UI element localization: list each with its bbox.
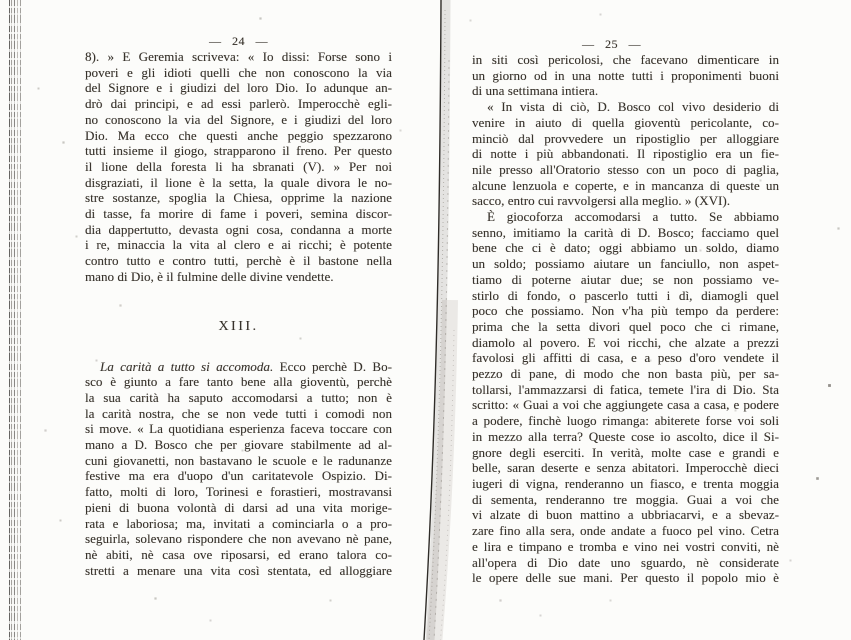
text-line: 8). » E Geremia scriveva: « Io dissi: Forse sono i [85, 49, 392, 64]
text-line: cuni giovanetti, non bastavano le scuole e le radunanze [85, 452, 392, 468]
text-line: mano a D. Bosco che per giovare stabilmente ad al- [85, 437, 392, 453]
text-line: stirlo di fondo, o pascerlo tutti i dì, diamogli quel [472, 287, 779, 303]
text-line: diamolo al povero. E voi ricchi, che alzate a prezzi [472, 334, 779, 350]
text-line: alcune lenzuola e coperte, e in mancanza di queste un [472, 177, 779, 193]
text-line: a podere, finchè luogo rimanga: abiterete forse voi soli [472, 413, 779, 429]
page-number: — 24 — [209, 34, 268, 48]
text-line: seguirla, solevano rispondere che non avevano nè pane, [85, 531, 392, 547]
page-gutter-shadow [400, 0, 480, 640]
text-line: « In vista di ciò, D. Bosco col vivo desiderio di [487, 99, 779, 115]
text-line: di sementa, renderanno tre moggia. Guai a voi che [472, 491, 779, 507]
text-line: di una settimana intiera. [472, 83, 599, 99]
text-line: la sua carità ha saputo accomodarsi a tutto; non è [85, 389, 392, 405]
text-line: i re, minaccia la vita al clero e ai ricchi; è potente [85, 237, 392, 253]
text-line: di tasse, fa morire di fame i poveri, semina discor- [85, 206, 392, 222]
text-line: fatto, molti di loro, Torinesi e forastieri, mostravansi [85, 484, 392, 500]
text-line: senno, imitiamo la carità di D. Bosco; facciamo quel [472, 224, 779, 240]
text-line: e lira e timpano e tromba e vino nei vostri conviti, nè [472, 538, 779, 554]
italic-lead-phrase: La carità a tutto si accomoda. [100, 358, 274, 374]
section-heading: XIII. [218, 318, 259, 334]
text-line: il lione della foresta li ha sbranati (V). » Per noi [85, 158, 392, 174]
text-line: un giorno od in una notte tutti i proponimenti buoni [472, 67, 779, 83]
lead-line-rest: Ecco perchè D. Bo- [273, 358, 393, 374]
text-line: sco è giunto a fare tanto bene alla gioventù, perchè [85, 374, 392, 390]
text-line: del Signore e i giudizi del loro Dio. Io adunque an- [85, 80, 392, 96]
text-line: nè abiti, nè casa ove riposarsi, ed erano talora co- [85, 546, 392, 562]
text-line: festive ma era d'uopo d'un caritatevole Ospizio. Di- [85, 468, 392, 484]
text-line: gnore degli eserciti. In verità, molte case e grandi e [472, 444, 779, 460]
text-line: pieni di buona volontà di darsi ad una vita morige- [85, 499, 392, 515]
text-line: stretti a menare una vita così stentata, ed alloggiare [85, 562, 392, 578]
paragraph-lead-line [85, 359, 392, 375]
page-25 [472, 38, 779, 586]
paragraph [472, 99, 779, 209]
text-line: mano di Dio, è il fulmine delle divine vendette. [85, 268, 334, 284]
text-line: nile presso all'Oratorio stesso con un poco di paglia, [472, 161, 779, 177]
text-line: contro tutto e contro tutti, perchè è il bastone nella [85, 253, 392, 269]
text-line: favolosi gli affitti di casa, e a peso d'oro vendete il [472, 350, 779, 366]
text-line: poco che possiamo. Non v'ha più tempo da perdere: [472, 303, 779, 319]
text-line: tutti insieme il giogo, strapparono il freno. Per questo [85, 143, 392, 159]
text-line: belle, saran deserte e senza abitatori. Imperocchè dieci [472, 460, 779, 476]
text-line: no conoscono la via del Signore, e i giudizi del loro [85, 111, 392, 127]
text-line: venire in aiuto di quella gioventù pericolante, co- [472, 114, 779, 130]
text-line: poveri e gli idioti quelli che non conoscono la via [85, 64, 392, 80]
text-line: sacco, entro cui ravvolgersi alla meglio. » (XVI). [472, 193, 731, 209]
text-line: si move. « La quotidiana esperienza faceva toccare con [85, 421, 392, 437]
text-line: la carità nostra, che se non vede tutti i comodi non [85, 405, 392, 421]
text-line: bene che ci è dato; oggi abbiamo un soldo, diamo [472, 240, 779, 256]
paragraph [472, 52, 779, 99]
paragraph [85, 359, 392, 579]
text-line: le opere delle sue mani. Per questo il popolo mio è [472, 570, 779, 586]
page-number: — 25 — [582, 37, 641, 51]
text-line: di notte i più abbandonati. Il ripostiglio era un fie- [472, 146, 779, 162]
text-line: all'opera di Dio date uno sguardo, nè considerate [472, 554, 779, 570]
text-line: vi alzate di buon mattino a ubbriacarvi, e a sbevaz- [472, 507, 779, 523]
page-24 [85, 35, 392, 578]
text-line: disgraziati, il lione è la setta, la quale divora le no- [85, 174, 392, 190]
text-line: Dio. Ma ecco che questi anche peggio spezzarono [85, 127, 392, 143]
text-line: prima che la setta divori quel poco che ci rimane, [472, 318, 779, 334]
paragraph [85, 49, 392, 285]
binding-edge-texture [9, 0, 24, 640]
text-line: È giocoforza accomodarsi a tutto. Se abbiamo [487, 209, 779, 225]
text-line: pezzo di pane, di modo che non basta più, per sa- [472, 366, 779, 382]
paragraph [472, 209, 779, 586]
text-line: iugeri di vigna, renderanno un fiasco, e trenta moggia [472, 475, 779, 491]
text-line: in mezzo alla terra? Queste cose io ascolto, dice il Si- [472, 428, 779, 444]
text-line: tiamo di poterne aiutar due; se non possiamo ve- [472, 271, 779, 287]
text-line: scritto: « Guai a voi che aggiungete casa a casa, e podere [472, 397, 779, 413]
text-line: stre sostanze, spoglia la Chiesa, opprime la nazione [85, 190, 392, 206]
text-line: dia dappertutto, devasta ogni cosa, condanna a morte [85, 221, 392, 237]
text-line: zare fino alla sera, onde andate a fuoco pel vino. Cetra [472, 523, 779, 539]
text-line: in siti così pericolosi, che facevano dimenticare in [472, 52, 779, 67]
text-line: tollarsi, l'ammazzarsi di fatica, temete l'ira di Dio. Sta [472, 381, 779, 397]
text-line: un soldo; possiamo aiutare un fanciullo, non aspet- [472, 256, 779, 272]
text-line: minciò dal provvedere un ripostiglio per alloggiare [472, 130, 779, 146]
scan-noise-specks [0, 0, 1, 1]
text-line: rata e laboriosa; ma, invitati a cominciarla o a pro- [85, 515, 392, 531]
text-line: drò dai principi, e ad essi parlerò. Imperocchè egli- [85, 96, 392, 112]
